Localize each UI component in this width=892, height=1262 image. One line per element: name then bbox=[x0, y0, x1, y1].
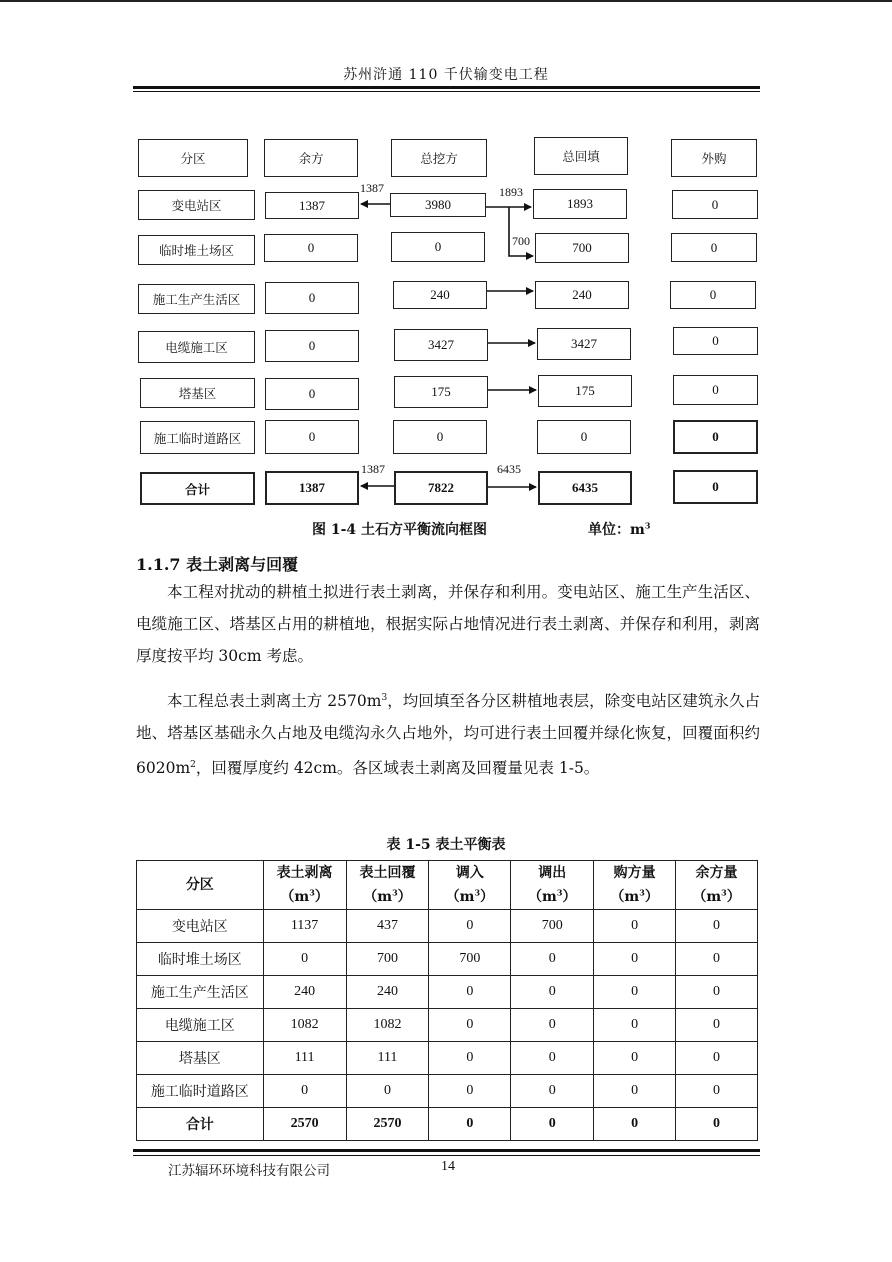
flow-area-substation: 变电站区 bbox=[138, 190, 255, 220]
page-top-border bbox=[0, 0, 892, 2]
flow-purchase-tower: 0 bbox=[673, 375, 758, 405]
table-total-row bbox=[137, 1108, 758, 1141]
table-cell: 0 bbox=[511, 1009, 594, 1042]
table-cell: 0 bbox=[676, 1075, 758, 1108]
paragraph-2-part-a: 本工程总表土剥离土方 2570m bbox=[167, 692, 382, 711]
header-rule-thin bbox=[133, 91, 760, 92]
flow-purchase-cable: 0 bbox=[673, 327, 758, 355]
table-cell: 0 bbox=[676, 943, 758, 976]
table-cell: 0 bbox=[263, 1075, 346, 1108]
table-cell: 0 bbox=[676, 1108, 758, 1141]
table-cell: 0 bbox=[594, 1075, 676, 1108]
arrow-label-total-surplus: 1387 bbox=[361, 462, 385, 476]
table-cell: 0 bbox=[429, 1108, 511, 1141]
table-cell: 2570 bbox=[346, 1108, 429, 1141]
flow-purchase-construction-living: 0 bbox=[670, 281, 756, 309]
table-cell: 0 bbox=[429, 1042, 511, 1075]
header-transfer-out: 调出 $(m^3)$ bbox=[511, 861, 594, 910]
table-cell: 1082 bbox=[346, 1009, 429, 1042]
flow-excavation-construction-living: 240 bbox=[393, 281, 487, 309]
flow-area-cable: 电缆施工区 bbox=[138, 331, 255, 363]
footer-company: 江苏辐环环境科技有限公司 bbox=[168, 1163, 330, 1179]
page-number: 14 bbox=[441, 1159, 455, 1174]
table-cell: 700 bbox=[511, 910, 594, 943]
header-purchase: 购方量 $(m^3)$ bbox=[594, 861, 676, 910]
table-row bbox=[137, 1075, 758, 1108]
table-row bbox=[137, 910, 758, 943]
header-area: 分区 bbox=[137, 861, 264, 910]
table-cell: 1137 bbox=[263, 910, 346, 943]
table-cell: 0 bbox=[511, 943, 594, 976]
paragraph-1: 本工程对扰动的耕植土拟进行表土剥离，并保存和利用。变电站区、施工生产生活区、电缆施工区、塔基区占用的耕植地，根据实际占地情况进行表土剥离、并保存和利用，剥离厚度按平均 30cm 考虑。 bbox=[136, 583, 760, 665]
paragraph-2-part-b: ，均回填至各分区耕植地表层，除变电站区建筑永久占地、塔基区基础永久占地及电缆沟永久占地外，均可进行表土回覆并绿化恢复，回覆面积约 6020m bbox=[136, 692, 760, 778]
flow-area-temp-road: 施工临时道路区 bbox=[140, 421, 255, 454]
table-cell: 437 bbox=[346, 910, 429, 943]
flow-excavation-temp-road: 0 bbox=[393, 420, 487, 454]
flow-backfill-total: 6435 bbox=[538, 471, 632, 505]
table-cell: 0 bbox=[594, 1009, 676, 1042]
flow-excavation-total: 7822 bbox=[394, 471, 488, 505]
table-cell: 0 bbox=[594, 910, 676, 943]
paragraph-2-sup-2: 2 bbox=[190, 760, 196, 771]
flow-area-total: 合计 bbox=[140, 472, 255, 505]
table-cell: 电缆施工区 bbox=[137, 1009, 264, 1042]
flow-purchase-temp-soil-yard: 0 bbox=[671, 233, 757, 262]
flow-backfill-temp-road: 0 bbox=[537, 420, 631, 454]
flow-backfill-cable: 3427 bbox=[537, 328, 631, 360]
flow-backfill-temp-soil-yard: 700 bbox=[535, 233, 629, 263]
flow-surplus-temp-road: 0 bbox=[265, 420, 359, 454]
paragraph-2 bbox=[136, 682, 760, 784]
flow-backfill-construction-living: 240 bbox=[535, 281, 629, 309]
paragraph-2-part-c: ，回覆厚度约 42cm。各区域表土剥离及回覆量见表 1-5。 bbox=[195, 759, 600, 778]
flow-purchase-total: 0 bbox=[673, 470, 758, 504]
table-cell: 合计 bbox=[137, 1108, 264, 1141]
footer-rule-thin bbox=[133, 1155, 760, 1156]
table-cell: 0 bbox=[429, 976, 511, 1009]
table-cell: 0 bbox=[511, 1108, 594, 1141]
flow-header-backfill: 总回填 bbox=[534, 137, 628, 175]
topsoil-balance-table bbox=[136, 860, 758, 1141]
arrow-label-substation-surplus: 1387 bbox=[360, 181, 384, 195]
table-cell: 0 bbox=[594, 976, 676, 1009]
arrow-label-substation-temp-yard: 700 bbox=[512, 234, 530, 248]
flow-area-construction-living: 施工生产生活区 bbox=[138, 284, 255, 314]
flow-header-area: 分区 bbox=[138, 139, 248, 177]
flow-surplus-total: 1387 bbox=[265, 471, 359, 505]
table-cell: 0 bbox=[676, 1009, 758, 1042]
flow-backfill-tower: 175 bbox=[538, 375, 632, 407]
flow-header-excavation: 总挖方 bbox=[391, 139, 487, 177]
flow-purchase-substation: 0 bbox=[672, 190, 758, 219]
table-title: 表 1-5 表土平衡表 bbox=[386, 837, 506, 853]
table-cell: 0 bbox=[346, 1075, 429, 1108]
header-rule-thick bbox=[133, 86, 760, 89]
flow-header-surplus: 余方 bbox=[264, 139, 358, 177]
table-cell: 0 bbox=[263, 943, 346, 976]
flow-surplus-cable: 0 bbox=[265, 330, 359, 362]
flow-excavation-tower: 175 bbox=[394, 376, 488, 408]
flow-surplus-tower: 0 bbox=[265, 378, 359, 410]
table-cell: 临时堆土场区 bbox=[137, 943, 264, 976]
figure-caption: 图 1-4 土石方平衡流向框图 bbox=[312, 522, 488, 538]
table-cell: 0 bbox=[429, 1075, 511, 1108]
table-header-row bbox=[137, 861, 758, 910]
flow-purchase-temp-road: 0 bbox=[673, 420, 758, 454]
table-cell: 塔基区 bbox=[137, 1042, 264, 1075]
table-cell: 0 bbox=[594, 943, 676, 976]
figure-unit-sup: 3 bbox=[644, 520, 651, 531]
flow-excavation-cable: 3427 bbox=[394, 329, 488, 361]
table-cell: 240 bbox=[346, 976, 429, 1009]
table-cell: 111 bbox=[263, 1042, 346, 1075]
flow-area-tower: 塔基区 bbox=[140, 378, 255, 408]
page-header-title: 苏州浒通 110 千伏输变电工程 bbox=[343, 67, 549, 83]
arrow-label-total-backfill: 6435 bbox=[497, 462, 521, 476]
arrow-label-substation-backfill: 1893 bbox=[499, 185, 523, 199]
table-row bbox=[137, 1042, 758, 1075]
table-row bbox=[137, 976, 758, 1009]
table-cell: 0 bbox=[429, 910, 511, 943]
flow-excavation-temp-soil-yard: 0 bbox=[391, 232, 485, 262]
flow-surplus-substation: 1387 bbox=[265, 192, 359, 219]
figure-unit bbox=[588, 519, 650, 539]
table-cell: 700 bbox=[429, 943, 511, 976]
flow-excavation-substation: 3980 bbox=[390, 193, 486, 217]
header-transfer-in: 调入 $(m^3)$ bbox=[429, 861, 511, 910]
table-cell: 变电站区 bbox=[137, 910, 264, 943]
table-cell: 0 bbox=[511, 1075, 594, 1108]
header-surplus: 余方量 $(m^3)$ bbox=[676, 861, 758, 910]
flow-surplus-construction-living: 0 bbox=[265, 282, 359, 314]
table-cell: 0 bbox=[676, 1042, 758, 1075]
table-cell: 0 bbox=[676, 910, 758, 943]
flow-area-temp-soil-yard: 临时堆土场区 bbox=[138, 235, 255, 265]
table-cell: 0 bbox=[594, 1108, 676, 1141]
table-row bbox=[137, 943, 758, 976]
table-cell: 0 bbox=[676, 976, 758, 1009]
flow-header-purchase: 外购 bbox=[671, 139, 757, 177]
table-cell: 2570 bbox=[263, 1108, 346, 1141]
header-stripping: 表土剥离 $(m^3)$ bbox=[263, 861, 346, 910]
table-cell: 施工生产生活区 bbox=[137, 976, 264, 1009]
table-cell: 施工临时道路区 bbox=[137, 1075, 264, 1108]
footer-rule-thick bbox=[133, 1149, 760, 1152]
table-cell: 0 bbox=[594, 1042, 676, 1075]
figure-unit-label: 单位：m bbox=[588, 522, 645, 538]
table-row bbox=[137, 1009, 758, 1042]
table-cell: 240 bbox=[263, 976, 346, 1009]
table-cell: 700 bbox=[346, 943, 429, 976]
table-cell: 0 bbox=[511, 1042, 594, 1075]
paragraph-2-sup-1: 3 bbox=[381, 693, 388, 703]
table-cell: 1082 bbox=[263, 1009, 346, 1042]
header-cover: 表土回覆 $(m^3)$ bbox=[346, 861, 429, 910]
table-cell: 111 bbox=[346, 1042, 429, 1075]
flow-surplus-temp-soil-yard: 0 bbox=[264, 234, 358, 262]
flow-backfill-substation: 1893 bbox=[533, 189, 627, 219]
section-heading: 1.1.7 表土剥离与回覆 bbox=[136, 555, 299, 574]
table-cell: 0 bbox=[511, 976, 594, 1009]
table-cell: 0 bbox=[429, 1009, 511, 1042]
